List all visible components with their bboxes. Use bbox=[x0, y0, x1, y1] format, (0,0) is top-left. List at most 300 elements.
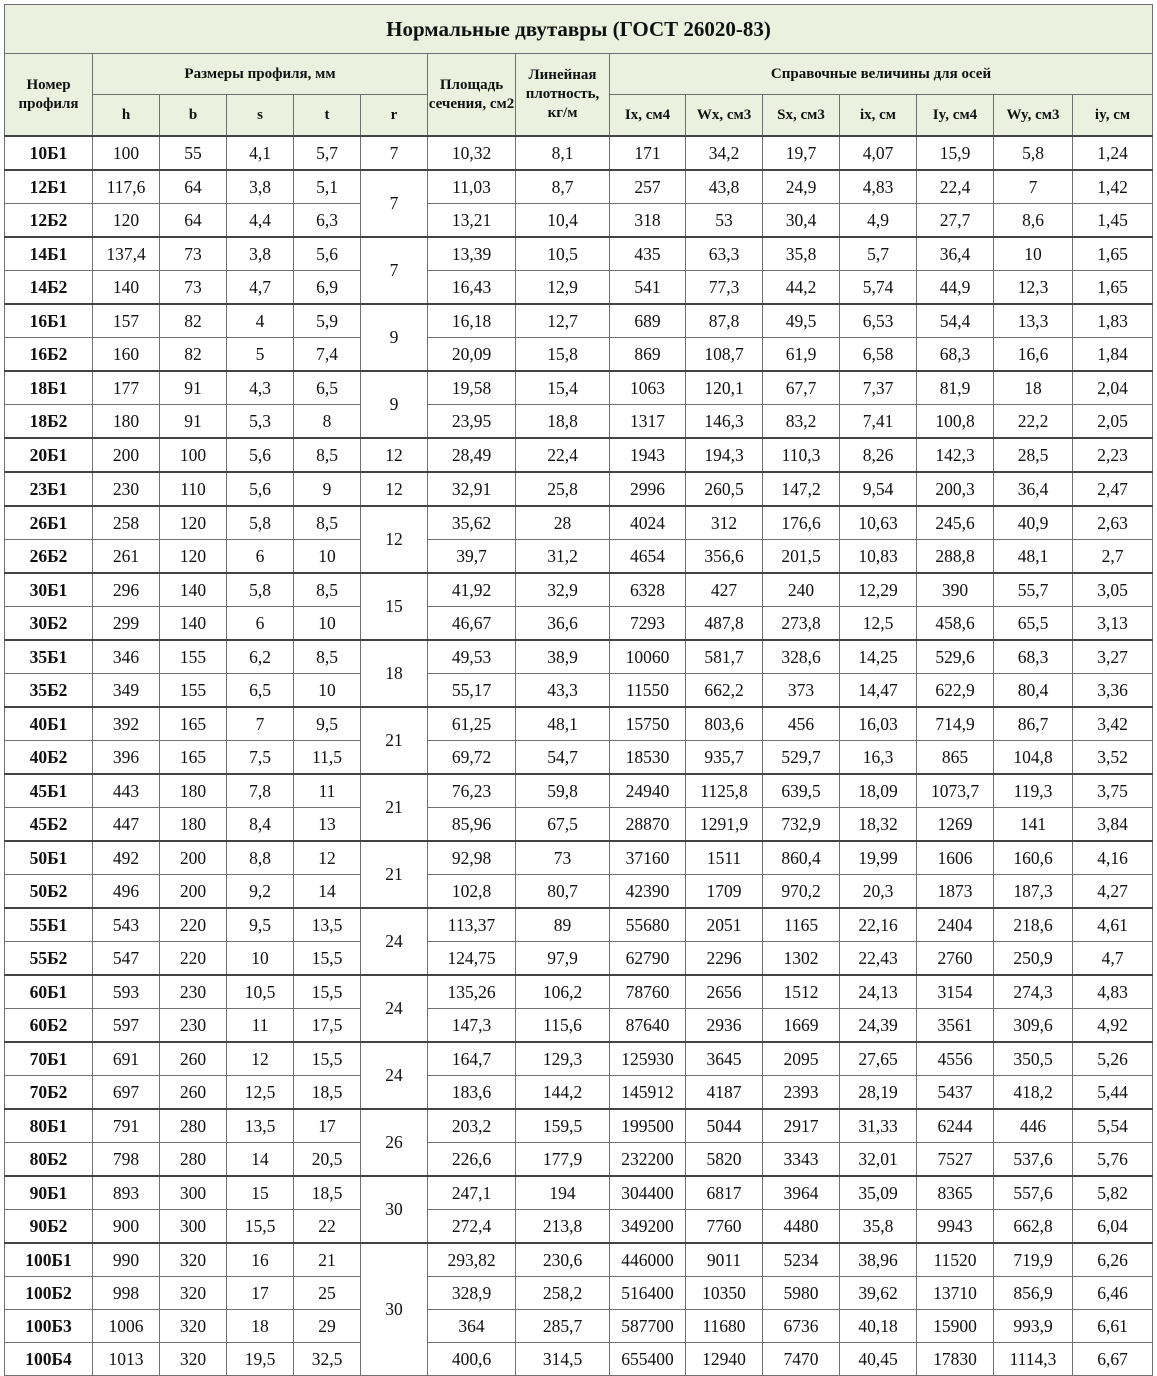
cell-h: 547 bbox=[93, 942, 160, 976]
cell-Sx: 5234 bbox=[763, 1243, 840, 1277]
cell-t: 29 bbox=[294, 1310, 361, 1343]
cell-iy: 1,42 bbox=[1073, 170, 1153, 204]
table-row bbox=[5, 774, 1153, 808]
cell-Iy: 2404 bbox=[917, 908, 994, 942]
cell-s: 8,4 bbox=[227, 808, 294, 842]
table-row bbox=[5, 1143, 1153, 1177]
cell-h: 691 bbox=[93, 1042, 160, 1076]
cell-s: 7,8 bbox=[227, 774, 294, 808]
cell-ix: 24,13 bbox=[840, 975, 917, 1009]
cell-t: 5,1 bbox=[294, 170, 361, 204]
cell-h: 157 bbox=[93, 304, 160, 338]
cell-s: 5 bbox=[227, 338, 294, 372]
cell-m: 31,2 bbox=[516, 540, 610, 574]
cell-Wy: 12,3 bbox=[994, 271, 1073, 305]
cell-Wx: 2656 bbox=[686, 975, 763, 1009]
cell-s: 5,8 bbox=[227, 573, 294, 607]
cell-ix: 9,54 bbox=[840, 472, 917, 506]
cell-b: 300 bbox=[160, 1176, 227, 1210]
cell-Iy: 3154 bbox=[917, 975, 994, 1009]
cell-t: 17 bbox=[294, 1109, 361, 1143]
cell-p: 55Б1 bbox=[5, 908, 93, 942]
table-row bbox=[5, 942, 1153, 976]
cell-s: 5,8 bbox=[227, 506, 294, 540]
cell-m: 54,7 bbox=[516, 741, 610, 775]
cell-Ix: 28870 bbox=[610, 808, 686, 842]
cell-s: 10,5 bbox=[227, 975, 294, 1009]
cell-Wy: 16,6 bbox=[994, 338, 1073, 372]
cell-r: 21 bbox=[361, 841, 428, 908]
cell-ix: 4,83 bbox=[840, 170, 917, 204]
cell-Ix: 4654 bbox=[610, 540, 686, 574]
cell-s: 8,8 bbox=[227, 841, 294, 875]
table-row bbox=[5, 908, 1153, 942]
table-row bbox=[5, 674, 1153, 708]
cell-m: 32,9 bbox=[516, 573, 610, 607]
cell-ix: 18,09 bbox=[840, 774, 917, 808]
cell-r: 15 bbox=[361, 573, 428, 640]
cell-ix: 35,09 bbox=[840, 1176, 917, 1210]
cell-Sx: 1512 bbox=[763, 975, 840, 1009]
cell-p: 80Б2 bbox=[5, 1143, 93, 1177]
cell-b: 100 bbox=[160, 438, 227, 472]
cell-A: 69,72 bbox=[428, 741, 516, 775]
cell-A: 16,18 bbox=[428, 304, 516, 338]
cell-p: 80Б1 bbox=[5, 1109, 93, 1143]
cell-Wx: 34,2 bbox=[686, 136, 763, 170]
cell-Ix: 87640 bbox=[610, 1009, 686, 1043]
cell-p: 26Б2 bbox=[5, 540, 93, 574]
cell-Ix: 1943 bbox=[610, 438, 686, 472]
cell-Ix: 257 bbox=[610, 170, 686, 204]
cell-b: 64 bbox=[160, 204, 227, 238]
cell-Wy: 68,3 bbox=[994, 640, 1073, 674]
cell-t: 14 bbox=[294, 875, 361, 909]
cell-s: 15 bbox=[227, 1176, 294, 1210]
cell-Wy: 446 bbox=[994, 1109, 1073, 1143]
cell-Iy: 7527 bbox=[917, 1143, 994, 1177]
cell-iy: 4,16 bbox=[1073, 841, 1153, 875]
cell-A: 19,58 bbox=[428, 371, 516, 405]
cell-Wx: 10350 bbox=[686, 1277, 763, 1310]
cell-t: 6,9 bbox=[294, 271, 361, 305]
cell-p: 90Б2 bbox=[5, 1210, 93, 1244]
cell-iy: 2,05 bbox=[1073, 405, 1153, 439]
cell-Wx: 803,6 bbox=[686, 707, 763, 741]
cell-r: 7 bbox=[361, 237, 428, 304]
cell-A: 46,67 bbox=[428, 607, 516, 641]
cell-b: 82 bbox=[160, 338, 227, 372]
cell-Wy: 10 bbox=[994, 237, 1073, 271]
cell-m: 97,9 bbox=[516, 942, 610, 976]
cell-A: 247,1 bbox=[428, 1176, 516, 1210]
cell-Sx: 201,5 bbox=[763, 540, 840, 574]
cell-b: 155 bbox=[160, 640, 227, 674]
cell-b: 110 bbox=[160, 472, 227, 506]
cell-m: 12,7 bbox=[516, 304, 610, 338]
cell-p: 12Б2 bbox=[5, 204, 93, 238]
cell-m: 59,8 bbox=[516, 774, 610, 808]
cell-Wx: 1125,8 bbox=[686, 774, 763, 808]
cell-A: 328,9 bbox=[428, 1277, 516, 1310]
cell-Ix: 10060 bbox=[610, 640, 686, 674]
cell-Iy: 68,3 bbox=[917, 338, 994, 372]
header-ix-radius: ix, см bbox=[840, 95, 917, 137]
cell-t: 15,5 bbox=[294, 942, 361, 976]
cell-iy: 1,65 bbox=[1073, 237, 1153, 271]
cell-iy: 3,05 bbox=[1073, 573, 1153, 607]
cell-Wy: 65,5 bbox=[994, 607, 1073, 641]
cell-p: 40Б1 bbox=[5, 707, 93, 741]
cell-Sx: 35,8 bbox=[763, 237, 840, 271]
cell-Sx: 970,2 bbox=[763, 875, 840, 909]
cell-m: 43,3 bbox=[516, 674, 610, 708]
cell-iy: 6,04 bbox=[1073, 1210, 1153, 1244]
cell-p: 10Б1 bbox=[5, 136, 93, 170]
cell-b: 200 bbox=[160, 841, 227, 875]
cell-m: 106,2 bbox=[516, 975, 610, 1009]
cell-A: 400,6 bbox=[428, 1343, 516, 1376]
cell-t: 8,5 bbox=[294, 640, 361, 674]
cell-Sx: 147,2 bbox=[763, 472, 840, 506]
cell-Wx: 1291,9 bbox=[686, 808, 763, 842]
cell-A: 23,95 bbox=[428, 405, 516, 439]
cell-s: 6 bbox=[227, 540, 294, 574]
cell-h: 296 bbox=[93, 573, 160, 607]
cell-t: 21 bbox=[294, 1243, 361, 1277]
table-row bbox=[5, 640, 1153, 674]
cell-Iy: 4556 bbox=[917, 1042, 994, 1076]
i-beam-table bbox=[4, 4, 1153, 1376]
cell-p: 30Б2 bbox=[5, 607, 93, 641]
cell-A: 364 bbox=[428, 1310, 516, 1343]
cell-b: 120 bbox=[160, 540, 227, 574]
header-dimensions: Размеры профиля, мм bbox=[93, 54, 428, 95]
cell-A: 272,4 bbox=[428, 1210, 516, 1244]
cell-p: 18Б2 bbox=[5, 405, 93, 439]
cell-Iy: 100,8 bbox=[917, 405, 994, 439]
cell-b: 91 bbox=[160, 405, 227, 439]
cell-Wy: 418,2 bbox=[994, 1076, 1073, 1110]
cell-iy: 2,04 bbox=[1073, 371, 1153, 405]
cell-b: 230 bbox=[160, 1009, 227, 1043]
cell-Wx: 3645 bbox=[686, 1042, 763, 1076]
cell-A: 76,23 bbox=[428, 774, 516, 808]
cell-Iy: 200,3 bbox=[917, 472, 994, 506]
cell-p: 90Б1 bbox=[5, 1176, 93, 1210]
cell-iy: 3,27 bbox=[1073, 640, 1153, 674]
cell-p: 60Б1 bbox=[5, 975, 93, 1009]
cell-t: 20,5 bbox=[294, 1143, 361, 1177]
cell-t: 17,5 bbox=[294, 1009, 361, 1043]
cell-Sx: 240 bbox=[763, 573, 840, 607]
cell-h: 299 bbox=[93, 607, 160, 641]
cell-Ix: 125930 bbox=[610, 1042, 686, 1076]
cell-iy: 6,67 bbox=[1073, 1343, 1153, 1376]
cell-p: 20Б1 bbox=[5, 438, 93, 472]
cell-iy: 2,63 bbox=[1073, 506, 1153, 540]
cell-Wx: 120,1 bbox=[686, 371, 763, 405]
cell-A: 183,6 bbox=[428, 1076, 516, 1110]
table-row bbox=[5, 1009, 1153, 1043]
cell-Wx: 312 bbox=[686, 506, 763, 540]
cell-h: 137,4 bbox=[93, 237, 160, 271]
cell-s: 5,6 bbox=[227, 472, 294, 506]
cell-t: 18,5 bbox=[294, 1176, 361, 1210]
cell-Wx: 935,7 bbox=[686, 741, 763, 775]
header-b: b bbox=[160, 95, 227, 137]
cell-ix: 4,9 bbox=[840, 204, 917, 238]
cell-b: 165 bbox=[160, 741, 227, 775]
cell-iy: 1,83 bbox=[1073, 304, 1153, 338]
cell-Sx: 3343 bbox=[763, 1143, 840, 1177]
cell-iy: 2,7 bbox=[1073, 540, 1153, 574]
cell-t: 11 bbox=[294, 774, 361, 808]
cell-m: 36,6 bbox=[516, 607, 610, 641]
cell-t: 22 bbox=[294, 1210, 361, 1244]
cell-iy: 6,26 bbox=[1073, 1243, 1153, 1277]
cell-Wy: 7 bbox=[994, 170, 1073, 204]
table-row bbox=[5, 506, 1153, 540]
cell-t: 10 bbox=[294, 540, 361, 574]
cell-Iy: 714,9 bbox=[917, 707, 994, 741]
cell-h: 392 bbox=[93, 707, 160, 741]
cell-A: 41,92 bbox=[428, 573, 516, 607]
cell-ix: 24,39 bbox=[840, 1009, 917, 1043]
cell-iy: 6,61 bbox=[1073, 1310, 1153, 1343]
cell-Ix: 1317 bbox=[610, 405, 686, 439]
cell-Iy: 22,4 bbox=[917, 170, 994, 204]
table-row bbox=[5, 338, 1153, 372]
cell-b: 260 bbox=[160, 1076, 227, 1110]
cell-b: 155 bbox=[160, 674, 227, 708]
cell-h: 791 bbox=[93, 1109, 160, 1143]
cell-Ix: 62790 bbox=[610, 942, 686, 976]
cell-ix: 6,53 bbox=[840, 304, 917, 338]
header-iy-radius: iy, см bbox=[1073, 95, 1153, 137]
cell-r: 24 bbox=[361, 1042, 428, 1109]
cell-r: 21 bbox=[361, 774, 428, 841]
cell-Iy: 8365 bbox=[917, 1176, 994, 1210]
cell-b: 73 bbox=[160, 271, 227, 305]
cell-Iy: 36,4 bbox=[917, 237, 994, 271]
cell-s: 5,3 bbox=[227, 405, 294, 439]
cell-b: 220 bbox=[160, 942, 227, 976]
cell-r: 9 bbox=[361, 371, 428, 438]
cell-Wx: 2936 bbox=[686, 1009, 763, 1043]
cell-b: 320 bbox=[160, 1243, 227, 1277]
cell-ix: 20,3 bbox=[840, 875, 917, 909]
cell-t: 11,5 bbox=[294, 741, 361, 775]
cell-b: 320 bbox=[160, 1343, 227, 1376]
cell-A: 49,53 bbox=[428, 640, 516, 674]
cell-A: 85,96 bbox=[428, 808, 516, 842]
table-body bbox=[5, 136, 1153, 1376]
cell-h: 200 bbox=[93, 438, 160, 472]
table-row bbox=[5, 371, 1153, 405]
cell-t: 8,5 bbox=[294, 573, 361, 607]
cell-h: 180 bbox=[93, 405, 160, 439]
cell-r: 7 bbox=[361, 136, 428, 170]
cell-Sx: 1669 bbox=[763, 1009, 840, 1043]
table-row bbox=[5, 237, 1153, 271]
table-row bbox=[5, 472, 1153, 506]
cell-s: 15,5 bbox=[227, 1210, 294, 1244]
cell-Sx: 639,5 bbox=[763, 774, 840, 808]
cell-p: 100Б1 bbox=[5, 1243, 93, 1277]
header-s: s bbox=[227, 95, 294, 137]
cell-r: 24 bbox=[361, 908, 428, 975]
cell-m: 8,7 bbox=[516, 170, 610, 204]
cell-s: 6 bbox=[227, 607, 294, 641]
cell-iy: 4,92 bbox=[1073, 1009, 1153, 1043]
cell-ix: 40,45 bbox=[840, 1343, 917, 1376]
cell-s: 17 bbox=[227, 1277, 294, 1310]
cell-p: 70Б2 bbox=[5, 1076, 93, 1110]
cell-Iy: 6244 bbox=[917, 1109, 994, 1143]
cell-Sx: 2917 bbox=[763, 1109, 840, 1143]
cell-Wx: 260,5 bbox=[686, 472, 763, 506]
cell-Iy: 622,9 bbox=[917, 674, 994, 708]
cell-iy: 5,54 bbox=[1073, 1109, 1153, 1143]
cell-Wx: 7760 bbox=[686, 1210, 763, 1244]
cell-ix: 7,37 bbox=[840, 371, 917, 405]
cell-A: 203,2 bbox=[428, 1109, 516, 1143]
cell-A: 35,62 bbox=[428, 506, 516, 540]
cell-ix: 12,5 bbox=[840, 607, 917, 641]
cell-Iy: 9943 bbox=[917, 1210, 994, 1244]
cell-Wy: 86,7 bbox=[994, 707, 1073, 741]
cell-t: 18,5 bbox=[294, 1076, 361, 1110]
cell-ix: 28,19 bbox=[840, 1076, 917, 1110]
cell-b: 91 bbox=[160, 371, 227, 405]
cell-Ix: 42390 bbox=[610, 875, 686, 909]
cell-t: 5,6 bbox=[294, 237, 361, 271]
header-density: Линейная плотность, кг/м bbox=[516, 54, 610, 137]
cell-Iy: 2760 bbox=[917, 942, 994, 976]
cell-Ix: 587700 bbox=[610, 1310, 686, 1343]
cell-ix: 10,63 bbox=[840, 506, 917, 540]
cell-h: 900 bbox=[93, 1210, 160, 1244]
table-row bbox=[5, 170, 1153, 204]
cell-s: 12,5 bbox=[227, 1076, 294, 1110]
header-sx: Sx, см3 bbox=[763, 95, 840, 137]
cell-Iy: 81,9 bbox=[917, 371, 994, 405]
cell-Wx: 108,7 bbox=[686, 338, 763, 372]
cell-h: 1006 bbox=[93, 1310, 160, 1343]
cell-m: 12,9 bbox=[516, 271, 610, 305]
cell-Iy: 3561 bbox=[917, 1009, 994, 1043]
cell-Ix: 304400 bbox=[610, 1176, 686, 1210]
cell-s: 11 bbox=[227, 1009, 294, 1043]
cell-Wy: 160,6 bbox=[994, 841, 1073, 875]
cell-iy: 3,75 bbox=[1073, 774, 1153, 808]
cell-h: 177 bbox=[93, 371, 160, 405]
cell-p: 35Б1 bbox=[5, 640, 93, 674]
cell-s: 14 bbox=[227, 1143, 294, 1177]
cell-Wy: 13,3 bbox=[994, 304, 1073, 338]
cell-h: 697 bbox=[93, 1076, 160, 1110]
header-t: t bbox=[294, 95, 361, 137]
cell-Sx: 49,5 bbox=[763, 304, 840, 338]
cell-h: 258 bbox=[93, 506, 160, 540]
cell-m: 22,4 bbox=[516, 438, 610, 472]
table-row bbox=[5, 707, 1153, 741]
cell-p: 100Б3 bbox=[5, 1310, 93, 1343]
cell-r: 12 bbox=[361, 472, 428, 506]
cell-Ix: 655400 bbox=[610, 1343, 686, 1376]
table-row bbox=[5, 741, 1153, 775]
cell-A: 55,17 bbox=[428, 674, 516, 708]
cell-Ix: 446000 bbox=[610, 1243, 686, 1277]
cell-b: 320 bbox=[160, 1310, 227, 1343]
cell-t: 25 bbox=[294, 1277, 361, 1310]
cell-Wy: 537,6 bbox=[994, 1143, 1073, 1177]
cell-m: 314,5 bbox=[516, 1343, 610, 1376]
cell-ix: 40,18 bbox=[840, 1310, 917, 1343]
cell-Ix: 171 bbox=[610, 136, 686, 170]
cell-Wx: 63,3 bbox=[686, 237, 763, 271]
table-row bbox=[5, 808, 1153, 842]
cell-A: 39,7 bbox=[428, 540, 516, 574]
cell-h: 117,6 bbox=[93, 170, 160, 204]
cell-iy: 1,65 bbox=[1073, 271, 1153, 305]
cell-Iy: 54,4 bbox=[917, 304, 994, 338]
cell-Wy: 993,9 bbox=[994, 1310, 1073, 1343]
cell-b: 220 bbox=[160, 908, 227, 942]
cell-s: 18 bbox=[227, 1310, 294, 1343]
cell-s: 4,3 bbox=[227, 371, 294, 405]
cell-Sx: 30,4 bbox=[763, 204, 840, 238]
cell-Wx: 487,8 bbox=[686, 607, 763, 641]
cell-ix: 19,99 bbox=[840, 841, 917, 875]
cell-Wx: 11680 bbox=[686, 1310, 763, 1343]
cell-Ix: 37160 bbox=[610, 841, 686, 875]
cell-Sx: 110,3 bbox=[763, 438, 840, 472]
cell-ix: 5,7 bbox=[840, 237, 917, 271]
cell-Iy: 288,8 bbox=[917, 540, 994, 574]
cell-Iy: 1073,7 bbox=[917, 774, 994, 808]
cell-h: 140 bbox=[93, 271, 160, 305]
cell-Sx: 5980 bbox=[763, 1277, 840, 1310]
cell-r: 24 bbox=[361, 975, 428, 1042]
cell-Ix: 516400 bbox=[610, 1277, 686, 1310]
cell-Wy: 1114,3 bbox=[994, 1343, 1073, 1376]
table-row bbox=[5, 1343, 1153, 1376]
cell-Ix: 18530 bbox=[610, 741, 686, 775]
cell-h: 990 bbox=[93, 1243, 160, 1277]
cell-t: 13 bbox=[294, 808, 361, 842]
cell-iy: 2,47 bbox=[1073, 472, 1153, 506]
cell-p: 16Б2 bbox=[5, 338, 93, 372]
cell-m: 73 bbox=[516, 841, 610, 875]
cell-h: 261 bbox=[93, 540, 160, 574]
cell-Sx: 2095 bbox=[763, 1042, 840, 1076]
cell-Sx: 732,9 bbox=[763, 808, 840, 842]
cell-h: 593 bbox=[93, 975, 160, 1009]
header-area: Площадь сечения, см2 bbox=[428, 54, 516, 137]
cell-p: 14Б1 bbox=[5, 237, 93, 271]
cell-A: 32,91 bbox=[428, 472, 516, 506]
cell-iy: 5,44 bbox=[1073, 1076, 1153, 1110]
cell-h: 349 bbox=[93, 674, 160, 708]
cell-m: 18,8 bbox=[516, 405, 610, 439]
cell-b: 300 bbox=[160, 1210, 227, 1244]
cell-h: 893 bbox=[93, 1176, 160, 1210]
cell-Ix: 199500 bbox=[610, 1109, 686, 1143]
cell-r: 12 bbox=[361, 506, 428, 573]
cell-p: 50Б1 bbox=[5, 841, 93, 875]
